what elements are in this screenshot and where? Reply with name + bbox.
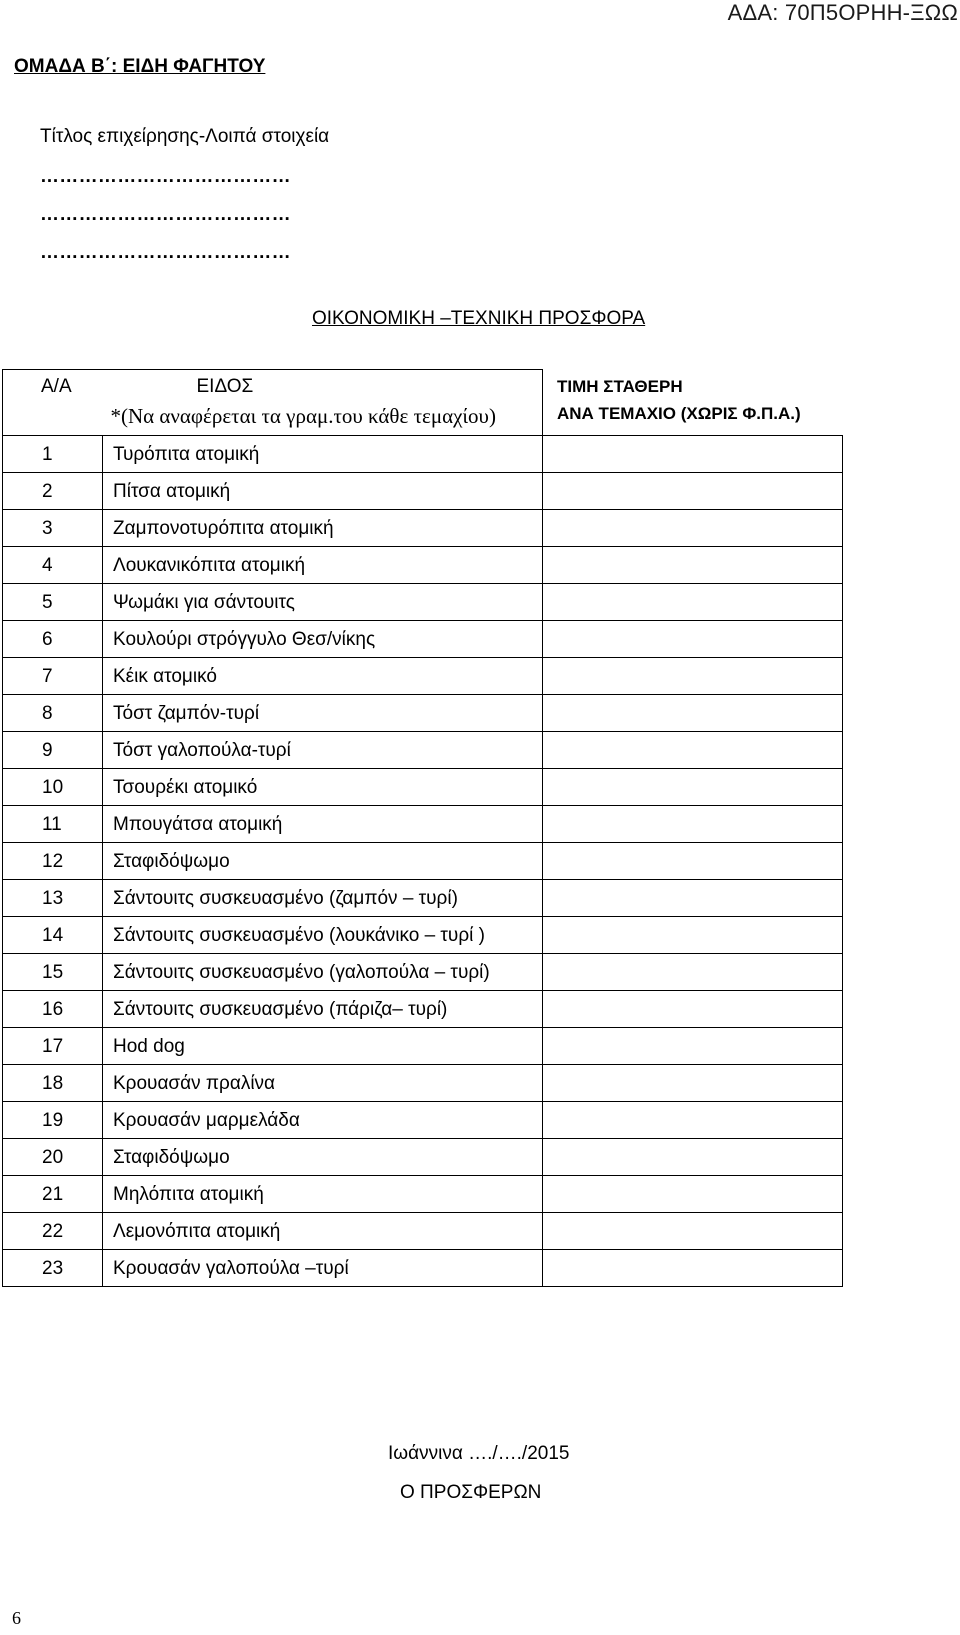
table-row [3, 1139, 843, 1176]
item-number: 4 [3, 547, 103, 584]
item-number: 9 [3, 732, 103, 769]
item-name: Σάντουιτς συσκευασμένο (ζαμπόν – τυρί) [103, 880, 543, 917]
item-price-cell[interactable] [543, 1028, 843, 1065]
group-title: ΟΜΑΔΑ Β΄: ΕΙΔΗ ΦΑΓΗΤΟΥ [14, 56, 266, 77]
item-price-cell[interactable] [543, 658, 843, 695]
item-number: 11 [3, 806, 103, 843]
table-row [3, 880, 843, 917]
item-number: 6 [3, 621, 103, 658]
item-price-cell[interactable] [543, 1139, 843, 1176]
header-item-cell [103, 370, 543, 436]
item-name: Σταφιδόψωμο [103, 843, 543, 880]
place-date: Ιωάννινα …./…./2015 [388, 1443, 570, 1464]
offeror-label: Ο ΠΡΟΣΦΕΡΩΝ [400, 1482, 542, 1503]
item-price-cell[interactable] [543, 1250, 843, 1287]
table-row [3, 510, 843, 547]
item-number: 21 [3, 1176, 103, 1213]
offer-table [2, 369, 843, 1287]
item-price-cell[interactable] [543, 880, 843, 917]
item-name: Πίτσα ατομική [103, 473, 543, 510]
item-price-cell[interactable] [543, 510, 843, 547]
item-name: Ψωμάκι για σάντουιτς [103, 584, 543, 621]
item-name: Hod dog [103, 1028, 543, 1065]
item-price-cell[interactable] [543, 806, 843, 843]
item-name: Μηλόπιτα ατομική [103, 1176, 543, 1213]
item-number: 7 [3, 658, 103, 695]
header-price-cell [543, 370, 843, 436]
table-row [3, 991, 843, 1028]
table-row [3, 1250, 843, 1287]
table-row [3, 954, 843, 991]
item-name: Τυρόπιτα ατομική [103, 436, 543, 473]
dotted-line: ………………………………… [40, 166, 291, 187]
dotted-line: ………………………………… [40, 204, 291, 225]
business-label: Τίτλος επιχείρησης-Λοιπά στοιχεία [40, 126, 330, 147]
item-price-cell[interactable] [543, 1213, 843, 1250]
item-name: Κρουασάν μαρμελάδα [103, 1102, 543, 1139]
item-number: 8 [3, 695, 103, 732]
ada-code: ΑΔΑ: 70Π5ΟΡΗΗ-ΞΩΩ [727, 0, 958, 25]
item-name: Ζαμπονοτυρόπιτα ατομική [103, 510, 543, 547]
item-number: 14 [3, 917, 103, 954]
item-price-cell[interactable] [543, 991, 843, 1028]
item-name: Λεμονόπιτα ατομική [103, 1213, 543, 1250]
item-number: 18 [3, 1065, 103, 1102]
item-name: Σάντουιτς συσκευασμένο (λουκάνικο – τυρί ) [103, 917, 543, 954]
table-row [3, 621, 843, 658]
item-number: 5 [3, 584, 103, 621]
item-number: 17 [3, 1028, 103, 1065]
item-number: 16 [3, 991, 103, 1028]
offer-title: ΟΙΚΟΝΟΜΙΚΗ –ΤΕΧΝΙΚΗ ΠΡΟΣΦΟΡΑ [312, 308, 646, 329]
item-number: 10 [3, 769, 103, 806]
item-price-cell[interactable] [543, 584, 843, 621]
item-price-cell[interactable] [543, 843, 843, 880]
item-number: 2 [3, 473, 103, 510]
item-name: Τόστ ζαμπόν-τυρί [103, 695, 543, 732]
table-header-row [3, 370, 843, 436]
header-price-line1: ΤΙΜΗ ΣΤΑΘΕΡΗ [557, 376, 683, 396]
item-number: 3 [3, 510, 103, 547]
item-name: Τόστ γαλοπούλα-τυρί [103, 732, 543, 769]
table-row [3, 1065, 843, 1102]
table-row [3, 695, 843, 732]
dotted-line: ………………………………… [40, 242, 291, 263]
item-price-cell[interactable] [543, 436, 843, 473]
page-number: 6 [12, 1608, 21, 1628]
item-name: Τσουρέκι ατομικό [103, 769, 543, 806]
table-row [3, 658, 843, 695]
header-aa-cell [3, 370, 103, 436]
header-price-line2: ΑΝΑ ΤΕΜΑΧΙΟ (ΧΩΡΙΣ Φ.Π.Α.) [557, 403, 801, 423]
table-row [3, 1028, 843, 1065]
table-row [3, 1176, 843, 1213]
item-name: Μπουγάτσα ατομική [103, 806, 543, 843]
item-name: Σταφιδόψωμο [103, 1139, 543, 1176]
table-row [3, 436, 843, 473]
item-number: 23 [3, 1250, 103, 1287]
item-number: 15 [3, 954, 103, 991]
table-row [3, 917, 843, 954]
item-price-cell[interactable] [543, 954, 843, 991]
table-row [3, 843, 843, 880]
item-name: Σάντουιτς συσκευασμένο (πάριζα– τυρί) [103, 991, 543, 1028]
item-price-cell[interactable] [543, 695, 843, 732]
item-price-cell[interactable] [543, 1176, 843, 1213]
item-price-cell[interactable] [543, 621, 843, 658]
item-price-cell[interactable] [543, 473, 843, 510]
item-name: Κέικ ατομικό [103, 658, 543, 695]
item-name: Σάντουιτς συσκευασμένο (γαλοπούλα – τυρί) [103, 954, 543, 991]
table-row [3, 473, 843, 510]
item-price-cell[interactable] [543, 769, 843, 806]
table-row [3, 1213, 843, 1250]
table-row [3, 732, 843, 769]
item-name: Λουκανικόπιτα ατομική [103, 547, 543, 584]
table-row [3, 1102, 843, 1139]
table-row [3, 806, 843, 843]
item-number: 1 [3, 436, 103, 473]
item-number: 22 [3, 1213, 103, 1250]
item-name: Κρουασάν πραλίνα [103, 1065, 543, 1102]
item-name: Κρουασάν γαλοπούλα –τυρί [103, 1250, 543, 1287]
header-item: ΕΙΔΟΣ [196, 376, 254, 397]
item-price-cell[interactable] [543, 732, 843, 769]
item-number: 19 [3, 1102, 103, 1139]
item-price-cell[interactable] [543, 917, 843, 954]
table-row [3, 769, 843, 806]
table-row [3, 547, 843, 584]
table-row [3, 584, 843, 621]
item-number: 13 [3, 880, 103, 917]
item-price-cell[interactable] [543, 1065, 843, 1102]
item-name: Κουλούρι στρόγγυλο Θεσ/νίκης [103, 621, 543, 658]
item-number: 20 [3, 1139, 103, 1176]
item-number: 12 [3, 843, 103, 880]
header-item-note: *(Να αναφέρεται τα γραμ.του κάθε τεμαχίου) [110, 404, 496, 428]
item-price-cell[interactable] [543, 547, 843, 584]
header-aa: Α/Α [41, 376, 72, 397]
item-price-cell[interactable] [543, 1102, 843, 1139]
